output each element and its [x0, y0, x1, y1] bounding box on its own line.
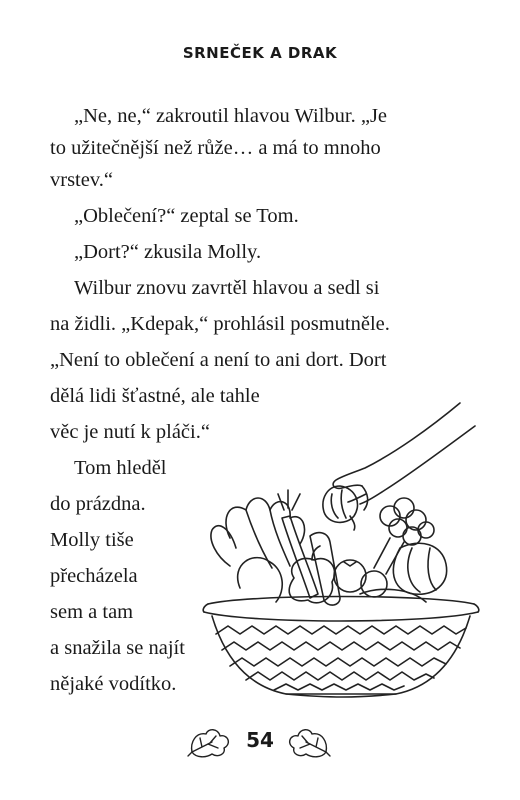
- text-line: Tom hleděl: [74, 457, 167, 479]
- text-line: Wilbur znovu zavrtěl hlavou a sedl si: [74, 277, 380, 299]
- text-line: dělá lidi šťastné, ale tahle: [50, 385, 260, 407]
- page-number: 54: [246, 728, 274, 752]
- vegetable-basket-with-hand-holding-onion-icon: [190, 398, 490, 698]
- text-line: „Není to oblečení a není to ani dort. Dort: [50, 349, 387, 371]
- text-line: sem a tam: [50, 601, 134, 623]
- leaf-icon: [286, 726, 332, 763]
- text-line: na židli. „Kdepak,“ prohlásil posmutněle.: [50, 313, 390, 335]
- text-line: „Oblečení?“ zeptal se Tom.: [74, 205, 299, 227]
- text-line: Molly tiše: [50, 529, 134, 551]
- text-line: nějaké vodítko.: [50, 673, 177, 695]
- leaf-icon: [186, 726, 232, 763]
- text-line: to užitečnější než růže… a má to mnoho: [50, 137, 381, 159]
- text-line: věc je nutí k pláči.“: [50, 421, 210, 443]
- text-line: „Ne, ne,“ zakroutil hlavou Wilbur. „Je: [74, 105, 388, 127]
- text-line: a snažila se najít: [50, 637, 185, 659]
- text-line: „Dort?“ zkusila Molly.: [74, 241, 262, 263]
- text-line: přecházela: [50, 565, 138, 587]
- running-title: SRNEČEK A DRAK: [182, 44, 338, 62]
- page-footer: [0, 724, 520, 764]
- text-line: vrstev.“: [50, 169, 113, 191]
- text-line: do prázdna.: [50, 493, 146, 515]
